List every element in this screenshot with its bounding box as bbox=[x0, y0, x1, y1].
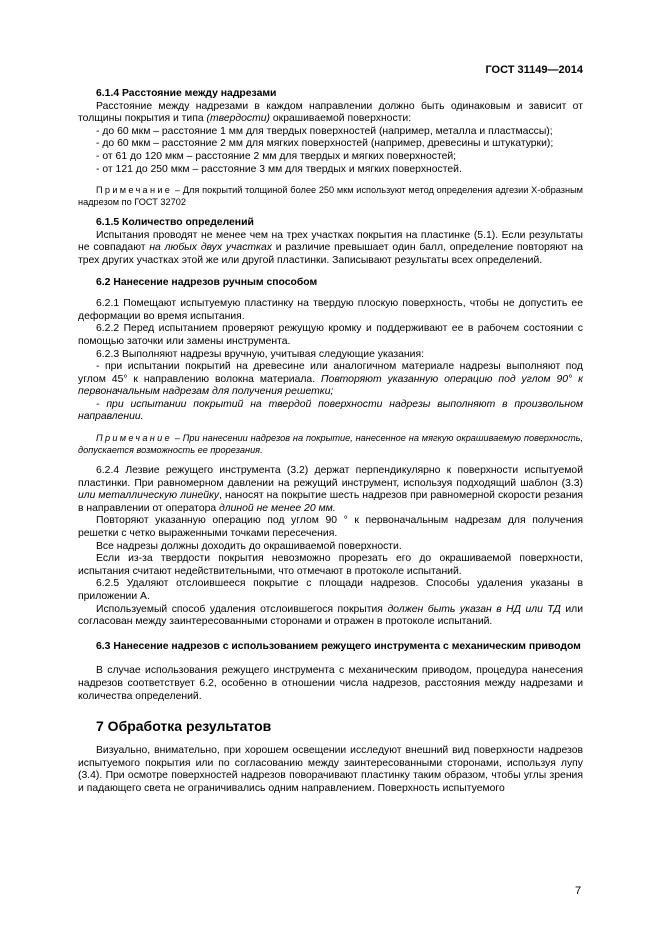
paragraph: 6.2.3 Выполняют надрезы вручную, учитывая следующие указания: bbox=[96, 348, 424, 360]
heading-6-1-4: 6.1.4 Расстояние между надрезами bbox=[96, 88, 277, 99]
paragraph: Если из-за твердости покрытия невозможно прорезать его до окрашиваемой поверхности, испытания считают недействительными, что отмечают в протоколе испытаний. bbox=[78, 553, 583, 577]
list-item: - до 60 мкм – расстояние 2 мм для мягких поверхностей (например, древесины и штукатурки); bbox=[96, 138, 554, 150]
paragraph: Все надрезы должны доходить до окрашиваемой поверхности. bbox=[96, 540, 402, 552]
paragraph: Испытания проводят не менее чем на трех участках покрытия на пластинке (5.1). Если результаты не совпадают на любых двух участках и различие превышает один балл, определение повторяют на трех других участках этой же или другой пластинки. Записывают результаты всех определений. bbox=[78, 229, 583, 266]
paragraph: В случае использования режущего инструмента с механическим приводом, процедура нанесения надрезов соответствует 6.2, особенно в отношении числа надрезов, расстояния между надрезами и количества определений. bbox=[78, 665, 583, 702]
note: Примечание – Для покрытий толщиной более 250 мкм используют метод определения адгезии Х-образным надрезом по ГОСТ 32702 bbox=[78, 185, 583, 208]
note: Примечание – При нанесении надрезов на покрытие, нанесенное на мягкую окрашиваемую поверхность, допускается возможность ее прорезания. bbox=[78, 433, 583, 456]
list-item: - от 61 до 120 мкм – расстояние 2 мм для твердых и мягких поверхностей; bbox=[96, 150, 457, 162]
heading-6-3: 6.3 Нанесение надрезов с использованием режущего инструмента с механическим приводом bbox=[96, 640, 581, 652]
document-header: ГОСТ 31149—2014 bbox=[485, 64, 583, 76]
paragraph: 6.2.2 Перед испытанием проверяют режущую кромку и поддерживают ее в рабочем состоянии с помощью заточки или замены инструмента. bbox=[78, 323, 583, 347]
heading-7: 7 Обработка результатов bbox=[96, 718, 272, 735]
paragraph: Расстояние между надрезами в каждом направлении должно быть одинаковым и зависит от толщины покрытия и типа (твердости) окрашиваемой поверхности: bbox=[78, 100, 583, 125]
paragraph: Визуально, внимательно, при хорошем освещении исследуют внешний вид поверхности надрезов испытуемого покрытия или по согласованию между заинтересованными сторонами, используя лупу (3.4). При осмотре поверхностей надрезов поворачивают пластинку таким образом, чтобы углы зрения и падающего света не ограничивались одним направлением. Поверхность испытуемого bbox=[78, 745, 583, 794]
paragraph: - при испытании покрытий на древесине или аналогичном материале надрезы выполняют под углом 45° к направлению волокна материала. Повторяют указанную операцию под углом 90° к первоначальным надрезам для получения решетки; bbox=[78, 361, 583, 398]
list-item: - до 60 мкм – расстояние 1 мм для твердых поверхностей (например, металла и пластмассы); bbox=[96, 125, 553, 137]
paragraph: 6.2.1 Помещают испытуемую пластинку на твердую плоскую поверхность, чтобы не допустить ее деформации во время испытания. bbox=[78, 298, 583, 322]
paragraph: 6.2.5 Удаляют отслоившееся покрытие с площади надрезов. Способы удаления указаны в приложении А. bbox=[78, 578, 583, 602]
list-item: - от 121 до 250 мкм – расстояние 3 мм для твердых и мягких поверхностей. bbox=[96, 163, 462, 175]
paragraph: 6.2.4 Лезвие режущего инструмента (3.2) держат перпендикулярно к поверхности испытуемой пластинки. При равномерном давлении на режущий инструмент, используя подходящий шаблон (3.3) или металлическую линейку, наносят на покрытие шесть надрезов при равномерной скорости резания в направлении от оператора длиной не менее 20 мм. bbox=[78, 465, 583, 514]
page-number: 7 bbox=[575, 885, 582, 897]
heading-6-1-5: 6.1.5 Количество определений bbox=[96, 217, 254, 229]
paragraph: Используемый способ удаления отслоившегося покрытия должен быть указан в НД или ТД или согласован между заинтересованными сторонами и отражен в протоколе испытаний. bbox=[78, 603, 584, 628]
heading-6-2: 6.2 Нанесение надрезов ручным способом bbox=[96, 276, 318, 288]
paragraph: Повторяют указанную операцию под углом 90 ° к первоначальным надрезам для получения решетки с четко выраженными точками пересечения. bbox=[78, 515, 583, 540]
paragraph: - при испытании покрытий на твердой поверхности надрезы выполняют в произвольном направлении. bbox=[78, 398, 583, 423]
page-content bbox=[78, 88, 583, 796]
